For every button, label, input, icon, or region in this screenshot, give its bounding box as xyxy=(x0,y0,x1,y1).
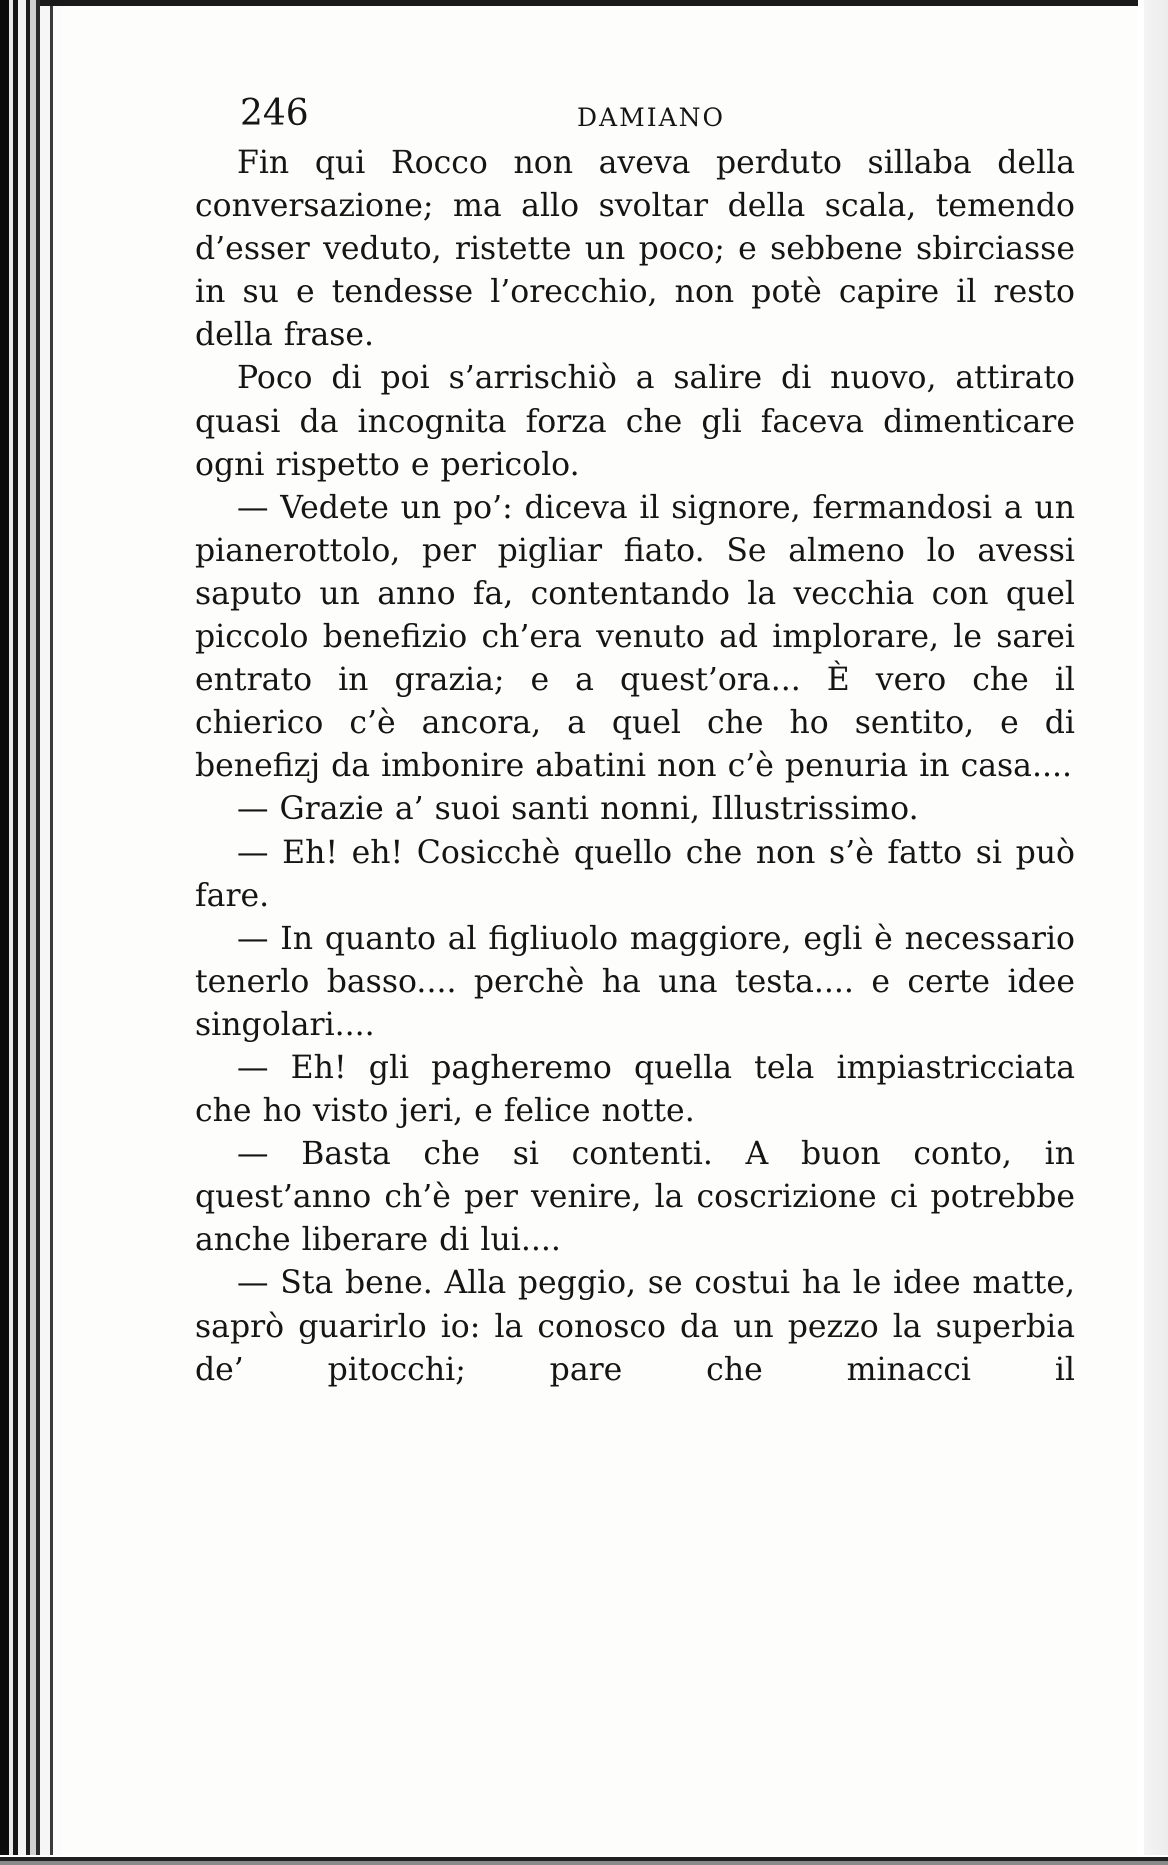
right-edge xyxy=(1138,0,1168,1865)
page-number: 246 xyxy=(240,93,309,134)
running-title: DAMIANO xyxy=(577,103,725,132)
paragraph-2: Poco di poi s’arrischiò a salire di nuovo, attirato quasi da incognita forza che gli faceva dimenticare ogni rispetto e pericolo. xyxy=(195,360,1075,483)
paragraph-5: — Eh! eh! Cosicchè quello che non s’è fatto si può fare. xyxy=(195,834,1075,914)
binding-edge xyxy=(0,0,62,1865)
bottom-edge xyxy=(0,1855,1168,1865)
paragraph-6: — In quanto al figliuolo maggiore, egli è necessario tenerlo basso.... perchè ha una testa.... e certe idee singolari.... xyxy=(195,920,1075,1043)
page-header xyxy=(195,92,1075,140)
paragraph-4: — Grazie a’ suoi santi nonni, Illustrissimo. xyxy=(237,791,919,828)
page-text xyxy=(195,92,1075,1392)
paragraph-8: — Basta che si contenti. A buon conto, in quest’anno ch’è per venire, la coscrizione ci potrebbe anche liberare di lui.... xyxy=(195,1136,1075,1259)
paragraph-3: — Vedete un po’: diceva il signore, fermandosi a un pianerottolo, per pigliar fiato. Se almeno lo avessi saputo un anno fa, contentando la vecchia con quel piccolo benefizio ch’era venuto ad implorare, le sarei entrato in grazia; e a quest’ora... È vero che il chierico c’è ancora, a quel che ho sentito, e di benefizj da imbonire abatini non c’è penuria in casa.... xyxy=(195,489,1075,785)
top-edge xyxy=(40,0,1168,6)
paragraph-7: — Eh! gli pagheremo quella tela impiastricciata che ho visto jeri, e felice notte. xyxy=(195,1049,1075,1130)
paragraph-1: Fin qui Rocco non aveva perduto sillaba della conversazione; ma allo svoltar della scala, temendo d’esser veduto, ristette un poco; e sebbene sbirciasse in su e tendesse l’orecchio, non potè capire il resto della frase. xyxy=(195,145,1075,354)
paragraph-9: — Sta bene. Alla peggio, se costui ha le idee matte, saprò guarirlo io: la conosco da un pezzo la superbia de’ pitocchi; pare che minacci il xyxy=(195,1265,1075,1388)
